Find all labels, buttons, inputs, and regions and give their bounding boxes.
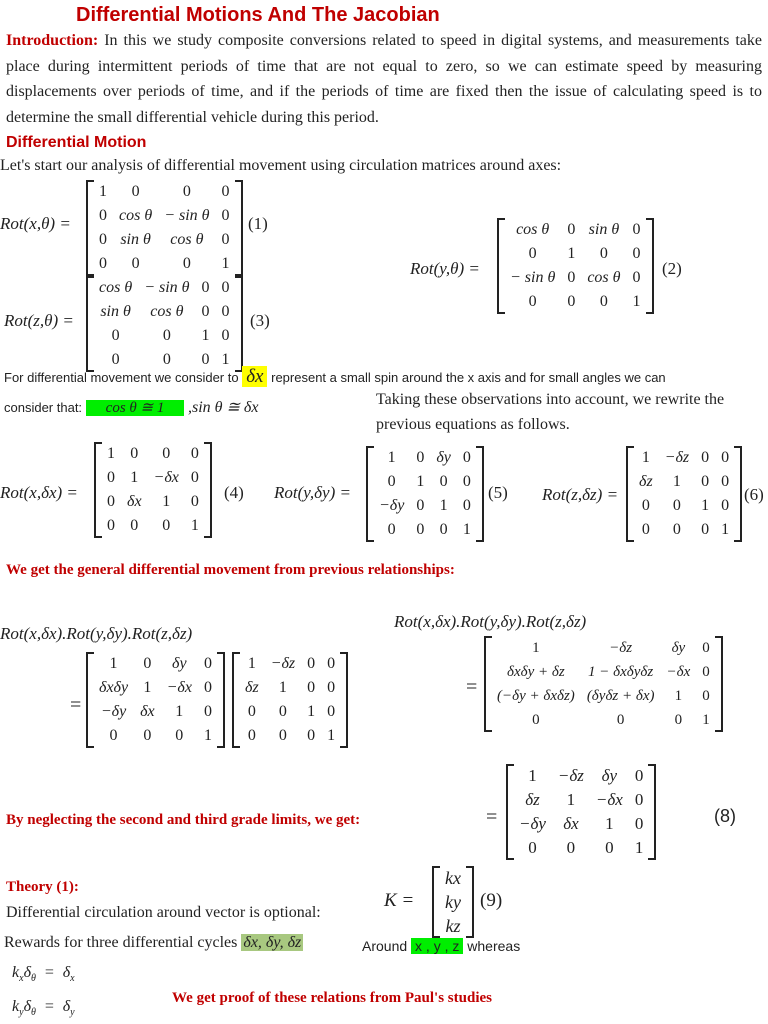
theory-line: Differential circulation around vector is optional: [6, 904, 321, 921]
matrix-cell: 0 [416, 521, 425, 538]
eq3-matrix [86, 276, 243, 372]
bracket-tick [648, 764, 654, 766]
matrix-cell: 0 [182, 183, 191, 200]
matrix-cell: 0 [190, 469, 199, 486]
matrix-cell: cos θ [587, 269, 621, 286]
matrix-cell: 0 [462, 473, 471, 490]
matrix-cell: 1 [605, 814, 614, 833]
eq4-number: (4) [224, 483, 244, 502]
matrix-cell: 0 [528, 838, 537, 857]
bracket-tick [508, 764, 514, 766]
eq1-number: (1) [248, 214, 268, 233]
matrix-cell: − sin θ [510, 269, 556, 286]
matrix-cell: 0 [721, 449, 730, 466]
matrix-cell: 1 [387, 449, 396, 466]
matrix-cell: 0 [278, 727, 287, 744]
matrix-cell: 0 [107, 469, 115, 486]
matrix-cell: 1 [439, 497, 448, 514]
eq2-number: (2) [662, 259, 682, 278]
theory-label: Theory (1): [6, 879, 79, 895]
eq5-matrix [366, 446, 484, 542]
matrix-cell: 0 [143, 655, 152, 672]
intro-text: In this we study composite conversions related to speed in digital systems, and measurements take place during intermittent periods of time that are not equal to zero, so we can estimate speed by measuring displacements over periods of time, and if the periods of time are fixed then the issue of calculating speed is to determine the small differential vehicle during this period. [6, 32, 763, 126]
matrix-cell: 0 [387, 473, 396, 490]
matrix-cell: 0 [327, 655, 336, 672]
matrix-cell: 1 [107, 445, 115, 462]
eq-sign-right: = [466, 676, 478, 698]
matrix-cell: sin θ [120, 231, 151, 248]
bracket-tick [628, 540, 634, 542]
product-left-matrix-b [232, 652, 348, 748]
general-heading: We get the general differential movement from previous relationships: [6, 562, 455, 578]
bracket-tick [217, 746, 223, 748]
bracket-tick [434, 866, 440, 868]
matrix-cell: 0 [701, 521, 710, 538]
matrix-cell: 0 [567, 221, 576, 238]
matrix-cell: −δx [666, 664, 691, 680]
matrix-cell: cos θ [99, 279, 133, 296]
matrix-cell: 0 [131, 255, 140, 272]
matrix-cell: 0 [327, 679, 336, 696]
matrix-cell: δx [563, 814, 579, 833]
matrix-cell: 0 [307, 727, 316, 744]
matrix-cell: 1 [416, 473, 425, 490]
matrix-cell: 0 [462, 449, 471, 466]
matrix-cell: δxδy + δz [507, 664, 565, 680]
matrix-cell: 0 [566, 838, 576, 857]
k-label: K = [384, 890, 415, 911]
matrix-cell: 0 [701, 473, 710, 490]
matrix-cell: 0 [632, 245, 641, 262]
around-line [362, 938, 520, 954]
matrix-cell: − sin θ [144, 279, 190, 296]
matrix-cell: δy [601, 766, 618, 785]
matrix-cell: 0 [278, 703, 287, 720]
matrix-cell: 0 [634, 790, 644, 809]
bracket-tick [628, 446, 634, 448]
matrix-cell: −δy [100, 703, 127, 720]
matrix-cell: sin θ [100, 303, 131, 320]
matrix-cell: 1 [674, 688, 683, 704]
k-vector [432, 866, 474, 938]
matrix-cell: 0 [162, 327, 171, 344]
matrix-cell: 0 [674, 712, 683, 728]
bracket-tick [466, 866, 472, 868]
matrix-cell: −δz [270, 655, 296, 672]
matrix-cell: 0 [672, 497, 681, 514]
matrix-cell: 0 [201, 351, 210, 368]
eq5-label: Rot(y,δy) = [274, 483, 351, 502]
product-left-matrix-a [86, 652, 225, 748]
matrix-cell: −δy [379, 497, 405, 514]
matrix-cell: δz [639, 473, 653, 490]
matrix-cell: 1 [528, 766, 537, 785]
matrix-cell: 0 [99, 207, 107, 224]
product-label-right: Rot(x,δx).Rot(y,δy).Rot(z,δz) [394, 612, 587, 631]
matrix-cell: −δz [557, 766, 584, 785]
matrix-cell: (−δy + δxδz) [497, 688, 575, 704]
matrix-cell: 0 [162, 517, 171, 534]
matrix-cell: −δz [664, 449, 690, 466]
matrix-cell: 1 [532, 640, 540, 656]
bracket-tick [368, 540, 374, 542]
bracket-tick [646, 312, 652, 314]
bracket-tick [368, 446, 374, 448]
matrix-cell: 0 [327, 703, 336, 720]
rewards-line [4, 934, 303, 952]
matrix-cell: 0 [672, 521, 681, 538]
matrix-cell: 1 [221, 255, 230, 272]
bracket-tick [734, 540, 740, 542]
matrix-cell: 1 − δxδyδz [588, 664, 654, 680]
eq2-label: Rot(y,θ) = [410, 259, 480, 278]
bracket-tick [88, 746, 94, 748]
matrix-cell: 0 [190, 493, 199, 510]
consider-label: consider that: [4, 400, 83, 415]
matrix-cell: 0 [111, 351, 120, 368]
matrix-cell: 0 [387, 521, 396, 538]
product-label-left: Rot(x,δx).Rot(y,δy).Rot(z,δz) [0, 624, 193, 643]
matrix-cell: 0 [528, 293, 537, 310]
matrix-cell: 0 [641, 497, 650, 514]
matrix-cell: 0 [567, 269, 576, 286]
matrix-cell: −δy [519, 814, 546, 833]
matrix-cell: 0 [175, 727, 184, 744]
matrix-cell: δx [140, 703, 155, 720]
matrix-cell: 0 [221, 327, 230, 344]
matrix-cell: δy [436, 449, 451, 466]
matrix-cell: 0 [203, 679, 212, 696]
matrix-cell: 0 [99, 255, 107, 272]
matrix-cell: 0 [131, 183, 140, 200]
relation-2: $k_y\delta_\theta = \delta_y$ [12, 998, 75, 1019]
matrix-cell: 0 [247, 703, 256, 720]
bracket-tick [499, 218, 505, 220]
eq8-number: (8) [714, 806, 736, 826]
matrix-cell: (δyδz + δx) [586, 688, 655, 704]
eq6-label: Rot(z,δz) = [542, 485, 619, 504]
matrix-cell: δxδy [99, 679, 129, 696]
matrix-cell: 0 [439, 473, 448, 490]
matrix-cell: 1 [632, 293, 641, 310]
matrix-cell: 0 [616, 712, 625, 728]
eq5-number: (5) [488, 483, 508, 502]
bracket-tick [204, 442, 210, 444]
matrix-cell: 0 [721, 497, 730, 514]
matrix-cell: 1 [190, 517, 199, 534]
cos-approx: cos θ ≅ 1 [86, 400, 185, 416]
matrix-cell: 0 [702, 688, 710, 704]
matrix-cell: 1 [327, 727, 336, 744]
matrix-cell: −δx [153, 469, 179, 486]
matrix-cell: 1 [130, 469, 139, 486]
bracket-tick [96, 536, 102, 538]
sin-approx: ,sin θ ≅ δx [187, 399, 259, 416]
bracket-tick [204, 536, 210, 538]
matrix-cell: 0 [247, 727, 256, 744]
bracket-tick [486, 636, 492, 638]
matrix-cell: 1 [221, 351, 230, 368]
bracket-tick [88, 276, 94, 278]
product-right-matrix [484, 636, 723, 732]
bracket-tick [508, 858, 514, 860]
matrix-cell: δz [525, 790, 540, 809]
matrix-cell: −δz [609, 640, 633, 656]
matrix-cell: 0 [702, 640, 710, 656]
matrix-cell: 1 [634, 838, 644, 857]
bracket-tick [499, 312, 505, 314]
matrix-cell: 1 [702, 712, 710, 728]
eq8-matrix [506, 764, 656, 860]
matrix-cell: 0 [599, 245, 608, 262]
bracket-tick [96, 442, 102, 444]
matrix-cell: 0 [203, 655, 212, 672]
matrix-cell: 1 [278, 679, 287, 696]
bracket-tick [648, 858, 654, 860]
matrix-cell: 1 [701, 497, 710, 514]
intro-paragraph [6, 28, 762, 130]
matrix-cell: δx [127, 493, 142, 510]
bracket-tick [217, 652, 223, 654]
matrix-cell: 1 [203, 727, 212, 744]
matrix-cell: 0 [634, 814, 644, 833]
matrix-cell: 1 [99, 183, 107, 200]
matrix-cell: 0 [201, 303, 210, 320]
matrix-cell: δy [671, 640, 686, 656]
eq1-label: Rot(x,θ) = [0, 214, 71, 233]
matrix-cell: 0 [532, 712, 540, 728]
eq4-label: Rot(x,δx) = [0, 483, 78, 502]
matrix-cell: 0 [111, 327, 120, 344]
matrix-cell: δz [245, 679, 259, 696]
matrix-cell: δy [172, 655, 187, 672]
eq4-matrix [94, 442, 212, 538]
matrix-cell: 0 [701, 449, 710, 466]
matrix-cell: 0 [130, 517, 139, 534]
matrix-cell: 1 [109, 655, 118, 672]
eq-sign-left: = [70, 694, 82, 716]
matrix-cell: 0 [162, 351, 171, 368]
matrix-cell: 0 [201, 279, 210, 296]
bracket-tick [340, 652, 346, 654]
eq6-matrix [626, 446, 742, 542]
intro-label: Introduction: [6, 32, 99, 49]
matrix-cell: 0 [221, 183, 230, 200]
matrix-cell: 1 [143, 679, 152, 696]
matrix-cell: 0 [109, 727, 118, 744]
matrix-cell: −δx [595, 790, 623, 809]
eq1-matrix [86, 180, 243, 276]
matrix-cell: 0 [107, 493, 115, 510]
matrix-cell: 0 [416, 497, 425, 514]
deltas-highlight: δx, δy, δz [243, 934, 302, 951]
bracket-tick [734, 446, 740, 448]
matrix-cell: 1 [247, 655, 256, 672]
bracket-tick [88, 180, 94, 182]
matrix-cell: cos θ [119, 207, 153, 224]
around-text: Around [362, 938, 408, 954]
matrix-cell: 0 [221, 303, 230, 320]
matrix-cell: 0 [162, 445, 171, 462]
matrix-cell: cos θ [170, 231, 204, 248]
section-heading: Differential Motion [6, 134, 147, 151]
matrix-cell: 0 [307, 655, 316, 672]
matrix-cell: −δx [166, 679, 192, 696]
eq3-label: Rot(z,θ) = [4, 311, 74, 330]
bracket-tick [88, 652, 94, 654]
matrix-cell: 0 [107, 517, 115, 534]
matrix-cell: 0 [221, 207, 230, 224]
matrix-cell: kx [445, 868, 461, 888]
matrix-cell: 0 [567, 293, 576, 310]
bracket-tick [715, 730, 721, 732]
matrix-cell: 0 [528, 245, 537, 262]
bracket-tick [234, 746, 240, 748]
matrix-cell: 1 [201, 327, 210, 344]
eq2-matrix [497, 218, 654, 314]
matrix-cell: 1 [721, 521, 730, 538]
matrix-cell: 1 [462, 521, 471, 538]
bracket-tick [340, 746, 346, 748]
matrix-cell: 1 [307, 703, 316, 720]
eq6-number: (6) [744, 485, 764, 504]
bracket-tick [646, 218, 652, 220]
rewards-text: Rewards for three differential cycles [4, 934, 238, 951]
axes-highlight: x , y , z [411, 938, 463, 954]
bracket-tick [486, 730, 492, 732]
bracket-tick [476, 446, 482, 448]
matrix-cell: − sin θ [164, 207, 210, 224]
bracket-tick [476, 540, 482, 542]
matrix-cell: 0 [462, 497, 471, 514]
bracket-tick [235, 180, 241, 182]
matrix-cell: 0 [632, 269, 641, 286]
small-spin-after: represent a small spin around the x axis and for small angles we can [271, 370, 666, 385]
matrix-cell: 0 [721, 473, 730, 490]
matrix-cell: 1 [567, 245, 576, 262]
matrix-cell: 1 [566, 790, 576, 809]
matrix-cell: 0 [632, 221, 641, 238]
matrix-cell: 0 [143, 727, 152, 744]
eq9-number: (9) [480, 890, 503, 911]
matrix-cell: 0 [203, 703, 212, 720]
matrix-cell: 0 [416, 449, 425, 466]
matrix-cell: 1 [672, 473, 681, 490]
eq3-number: (3) [250, 311, 270, 330]
consider-line [4, 397, 258, 417]
matrix-cell: 1 [175, 703, 184, 720]
whereas-text: whereas [467, 938, 521, 954]
small-spin-line [4, 366, 666, 388]
matrix-cell: sin θ [588, 221, 620, 238]
matrix-cell: cos θ [516, 221, 550, 238]
matrix-cell: 0 [221, 231, 230, 248]
matrix-cell: 0 [130, 445, 139, 462]
matrix-cell: 0 [702, 664, 710, 680]
matrix-cell: 0 [641, 521, 650, 538]
eq-sign-8: = [486, 806, 498, 828]
matrix-cell: 0 [307, 679, 316, 696]
matrix-cell: 1 [641, 449, 650, 466]
neglect-text: By neglecting the second and third grade limits, we get: [6, 812, 361, 828]
relation-1: $k_x\delta_\theta = \delta_x$ [12, 964, 75, 985]
matrix-cell: 0 [439, 521, 448, 538]
delta-x-highlight: δx [242, 366, 267, 387]
matrix-cell: ky [445, 892, 461, 912]
bracket-tick [235, 276, 241, 278]
matrix-cell: kz [445, 916, 461, 936]
matrix-cell: 1 [162, 493, 171, 510]
matrix-cell: cos θ [150, 303, 184, 320]
matrix-cell: 0 [605, 838, 614, 857]
matrix-cell: 0 [190, 445, 199, 462]
proof-text: We get proof of these relations from Paul's studies [172, 990, 492, 1006]
bracket-tick [715, 636, 721, 638]
taking-text: Taking these observations into account, we rewrite the previous equations as follows. [376, 391, 725, 433]
matrix-cell: 0 [634, 766, 644, 785]
analysis-line: Let's start our analysis of differential movement using circulation matrices around axes: [0, 157, 562, 174]
matrix-cell: 0 [99, 231, 107, 248]
bracket-tick [234, 652, 240, 654]
matrix-cell: 0 [599, 293, 608, 310]
matrix-cell: 0 [182, 255, 191, 272]
small-spin-before: For differential movement we consider to [4, 370, 239, 385]
page-title: Differential Motions And The Jacobian [76, 4, 440, 26]
matrix-cell: 0 [221, 279, 230, 296]
